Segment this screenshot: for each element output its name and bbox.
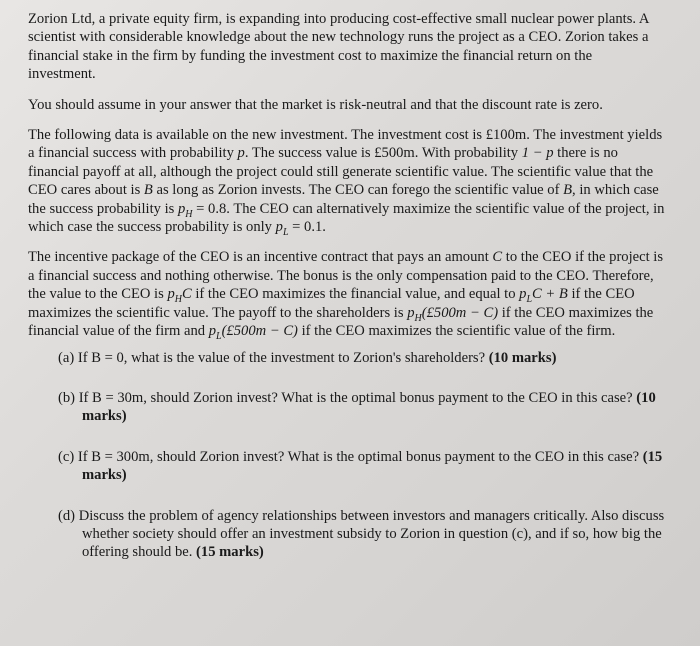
data-text-1: The following data is available on the new investment. The investment cost is £100m. The investment yields a financial success with probability <box>28 127 663 162</box>
var-c: C <box>492 249 503 266</box>
p-high: $p_H$ <box>177 200 193 220</box>
incentive-paragraph <box>28 248 670 340</box>
pl-payoff: $p_L(£500m - C)$ <box>208 323 298 342</box>
question-marks: (10 marks) <box>82 389 656 425</box>
incentive-text-5: if the CEO maximizes the financial value of the firm and <box>28 304 654 340</box>
question-text: Discuss the problem of agency relationships between investors and managers critically. Also discuss whether society should offer an investment subsidy to Zorion in question (c), and if so, how big the offering should be. <box>78 507 665 561</box>
question-d <box>58 507 670 562</box>
question-label: (b) <box>58 389 76 406</box>
question-label: (a) <box>58 349 75 366</box>
incentive-text-6: if the CEO maximizes the scientific value of the firm. <box>297 323 616 340</box>
ph-payoff: $p_H(£500m - C)$ <box>407 304 499 324</box>
question-label: (d) <box>58 507 76 524</box>
question-text: If B = 300m, should Zorion invest? What is the optimal bonus payment to the CEO in this case? <box>77 448 640 465</box>
data-text-4: as long as Zorion invests. The CEO can forego the scientific value of <box>152 182 564 199</box>
investment-data-paragraph <box>28 126 670 236</box>
var-b: B <box>143 182 153 199</box>
data-text-2: . The success value is £500m. With probability <box>244 145 522 162</box>
p-low-value: = 0.1 <box>292 219 323 236</box>
data-text-6: . The CEO can alternatively maximize the scientific value of the project, in which case the success probability is only <box>28 200 665 236</box>
p-high-value: = 0.8 <box>196 200 227 217</box>
prob-one-minus-p: 1 − p <box>521 145 554 162</box>
question-text: If B = 30m, should Zorion invest? What is the optimal bonus payment to the CEO in this case? <box>78 389 633 406</box>
var-b-2: B <box>563 182 573 199</box>
question-b <box>58 389 670 426</box>
p-low: $p_L$ <box>275 219 289 238</box>
data-text-7: . <box>322 219 326 236</box>
question-label: (c) <box>58 448 75 465</box>
question-c <box>58 448 670 485</box>
pl-c-plus-b: $p_LC + B$ <box>519 286 568 306</box>
prob-p: p <box>237 145 245 162</box>
ph-c: $p_HC$ <box>167 286 192 306</box>
incentive-text-4: if the CEO maximizes the scientific value. The payoff to the shareholders is <box>28 286 635 321</box>
question-marks: (10 marks) <box>488 349 557 366</box>
assumption-paragraph: You should assume in your answer that the market is risk-neutral and that the discount rate is zero. <box>28 96 603 113</box>
question-marks: (15 marks) <box>196 544 264 561</box>
data-text-3: there is no financial payoff at all, although the project could still generate scientific value. The scientific value that the CEO cares about is <box>28 145 654 199</box>
incentive-text-2: to the CEO if the project is a financial success and nothing otherwise. The bonus is the only compensation paid to the CEO. Therefore, the value to the CEO is <box>28 249 664 303</box>
question-a <box>58 349 670 367</box>
data-text-5: , in which case the success probability is <box>28 182 659 217</box>
incentive-text-3: if the CEO maximizes the financial value, and equal to <box>191 286 520 303</box>
intro-paragraph: Zorion Ltd, a private equity firm, is expanding into producing cost-effective small nuclear power plants. A scientist with considerable knowledge about the new technology runs the project as a CEO. Zorion takes a financial stake in the firm by funding the investment cost to maximize the financial return on the investment. <box>28 11 649 83</box>
incentive-text-1: The incentive package of the CEO is an incentive contract that pays an amount <box>28 249 493 266</box>
question-text: If B = 0, what is the value of the investment to Zorion's shareholders? <box>77 349 486 366</box>
question-marks: (15 marks) <box>82 448 663 484</box>
